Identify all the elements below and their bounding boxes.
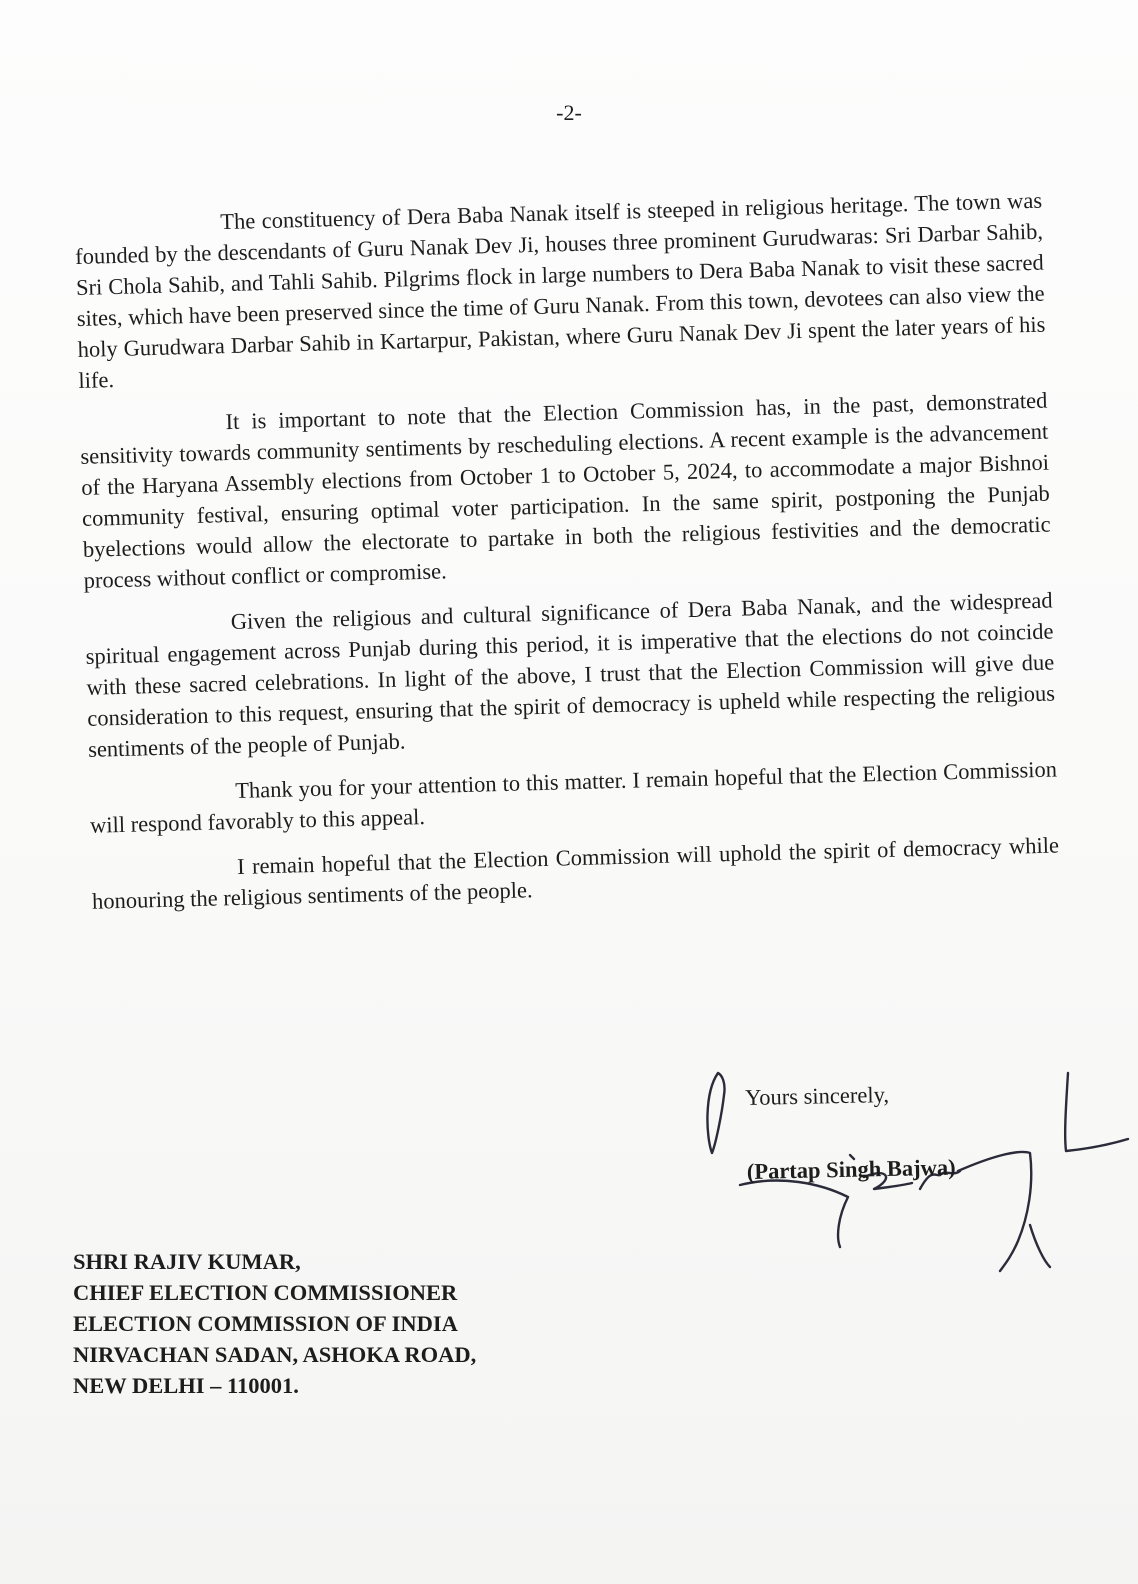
address-line: SHRI RAJIV KUMAR, [73, 1249, 301, 1274]
signoff-text: Yours sincerely, [745, 1081, 890, 1110]
page-number: -2- [556, 100, 582, 125]
paragraph-precedent: It is important to note that the Election Commission has, in the past, demonstrated sensitivity towards community sentiments by rescheduling elections. A recent example is the advancement of the Haryana Assembly elections from October 1 to October 5, 2024, to accommodate a major Bishnoi community festival, ensuring optimal voter participation. In the same spirit, postponing the Punjab byelections would allow the electorate to partake in both the religious festivities and the democratic process without conflict or compromise. [80, 387, 1051, 593]
paragraph-heritage: The constituency of Dera Baba Nanak itself is steeped in religious heritage. The town was founded by the descendants of Guru Nanak Dev Ji, houses three prominent Gurudwaras: Sri Darbar Sahib, Sri Chola Sahib, and Tahli Sahib. Pilgrims flock in large numbers to Dera Baba Nanak to visit these sacred sites, which have been preserved since the time of Guru Nanak. From this town, devotees can also view the holy Gurudwara Darbar Sahib in Kartarpur, Pakistan, where Guru Nanak Dev Ji spent the later years of his life. [74, 187, 1046, 393]
signer-name: (Partap Singh Bajwa) [746, 1154, 956, 1184]
closing-block [745, 1081, 956, 1185]
recipient-address [73, 1246, 476, 1401]
address-line: NIRVACHAN SADAN, ASHOKA ROAD, [73, 1342, 477, 1367]
paragraph-thanks: Thank you for your attention to this matter. I remain hopeful that the Election Commission will respond favorably to this appeal. [89, 756, 1058, 838]
address-line: ELECTION COMMISSION OF INDIA [73, 1311, 458, 1336]
letter-body [74, 185, 1061, 931]
paragraph-hope: I remain hopeful that the Election Commission will uphold the spirit of democracy while honouring the religious sentiments of the people. [91, 832, 1060, 914]
paragraph-request: Given the religious and cultural significance of Dera Baba Nanak, and the widespread spiritual engagement across Punjab during this period, it is imperative that the elections do not coincide with these sacred celebrations. In light of the above, I trust that the Election Commission will give due consideration to this request, ensuring that the spirit of democracy is upheld while respecting the religious sentiments of the people of Punjab. [85, 587, 1056, 762]
address-line: NEW DELHI – 110001. [73, 1373, 299, 1398]
address-line: CHIEF ELECTION COMMISSIONER [73, 1280, 458, 1305]
